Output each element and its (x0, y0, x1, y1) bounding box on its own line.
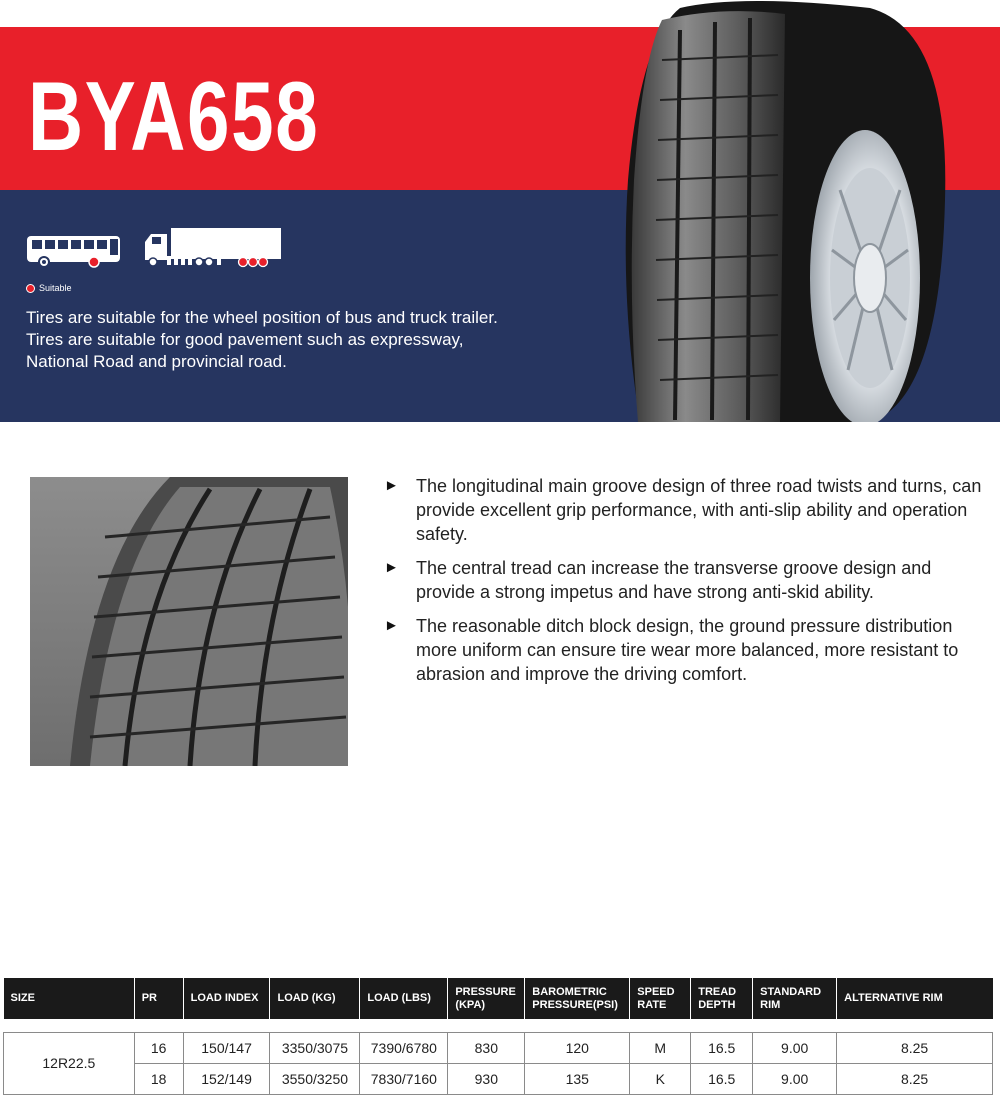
cell-load-lbs: 7830/7160 (360, 1063, 448, 1094)
cell-load-index: 152/149 (183, 1063, 270, 1094)
tire-product-image (600, 0, 1000, 422)
header-pr: PR (134, 978, 183, 1019)
cell-pr: 18 (134, 1063, 183, 1094)
feature-item (384, 474, 984, 546)
header-tread-depth: TREAD DEPTH (691, 978, 753, 1019)
cell-load-lbs: 7390/6780 (360, 1032, 448, 1063)
header-size: SIZE (4, 978, 135, 1019)
header-alternative-rim: ALTERNATIVE RIM (837, 978, 993, 1019)
header-standard-rim: STANDARD RIM (753, 978, 837, 1019)
product-banner (0, 0, 1000, 422)
bus-icon (26, 226, 122, 268)
cell-load-kg: 3350/3075 (270, 1032, 360, 1063)
cell-standard-rim: 9.00 (753, 1063, 837, 1094)
cell-speed-rate: K (630, 1063, 691, 1094)
cell-pressure-psi: 135 (525, 1063, 630, 1094)
cell-tread-depth: 16.5 (691, 1063, 753, 1094)
cell-tread-depth: 16.5 (691, 1032, 753, 1063)
cell-pressure-psi: 120 (525, 1032, 630, 1063)
cell-load-index: 150/147 (183, 1032, 270, 1063)
usage-description (26, 307, 586, 373)
table-row (4, 1032, 993, 1063)
usage-line: Tires are suitable for good pavement such as expressway, (26, 330, 464, 349)
cell-pressure-kpa: 830 (448, 1032, 525, 1063)
table-spacer (4, 1019, 993, 1032)
header-pressure-psi: BAROMETRIC PRESSURE(PSI) (525, 978, 630, 1019)
truck-trailer-icon (143, 226, 283, 268)
model-title: BYA658 (28, 61, 320, 171)
feature-text: The reasonable ditch block design, the ground pressure distribution more uniform can ensure tire wear more balanced, more resistant to abrasion and improve the driving comfort. (416, 616, 959, 684)
header-load-index: LOAD INDEX (183, 978, 270, 1019)
suitable-legend (26, 283, 72, 293)
feature-text: The longitudinal main groove design of three road twists and turns, can provide excellent grip performance, with anti-slip ability and operation safety. (416, 476, 982, 544)
usage-line: National Road and provincial road. (26, 352, 287, 371)
table-row (4, 1063, 993, 1094)
tread-closeup-image (30, 477, 348, 766)
bullet-arrow-icon: ► (384, 477, 399, 494)
cell-speed-rate: M (630, 1032, 691, 1063)
cell-size: 12R22.5 (4, 1032, 135, 1094)
spec-header-row (4, 978, 993, 1019)
feature-item (384, 556, 984, 604)
cell-alternative-rim: 8.25 (837, 1063, 993, 1094)
cell-load-kg: 3550/3250 (270, 1063, 360, 1094)
feature-list (384, 474, 984, 696)
spec-table (3, 978, 993, 1095)
cell-pr: 16 (134, 1032, 183, 1063)
cell-alternative-rim: 8.25 (837, 1032, 993, 1063)
header-load-lbs: LOAD (LBS) (360, 978, 448, 1019)
feature-text: The central tread can increase the transverse groove design and provide a strong impetus and have strong anti-skid ability. (416, 558, 932, 602)
cell-pressure-kpa: 930 (448, 1063, 525, 1094)
suitable-dot-icon (26, 284, 35, 293)
suitable-label: Suitable (39, 283, 72, 293)
bullet-arrow-icon: ► (384, 559, 399, 576)
feature-item (384, 614, 984, 686)
header-pressure-kpa: PRESSURE (KPA) (448, 978, 525, 1019)
header-load-kg: LOAD (KG) (270, 978, 360, 1019)
usage-line: Tires are suitable for the wheel position of bus and truck trailer. (26, 308, 498, 327)
bullet-arrow-icon: ► (384, 617, 399, 634)
header-speed-rate: SPEED RATE (630, 978, 691, 1019)
cell-standard-rim: 9.00 (753, 1032, 837, 1063)
